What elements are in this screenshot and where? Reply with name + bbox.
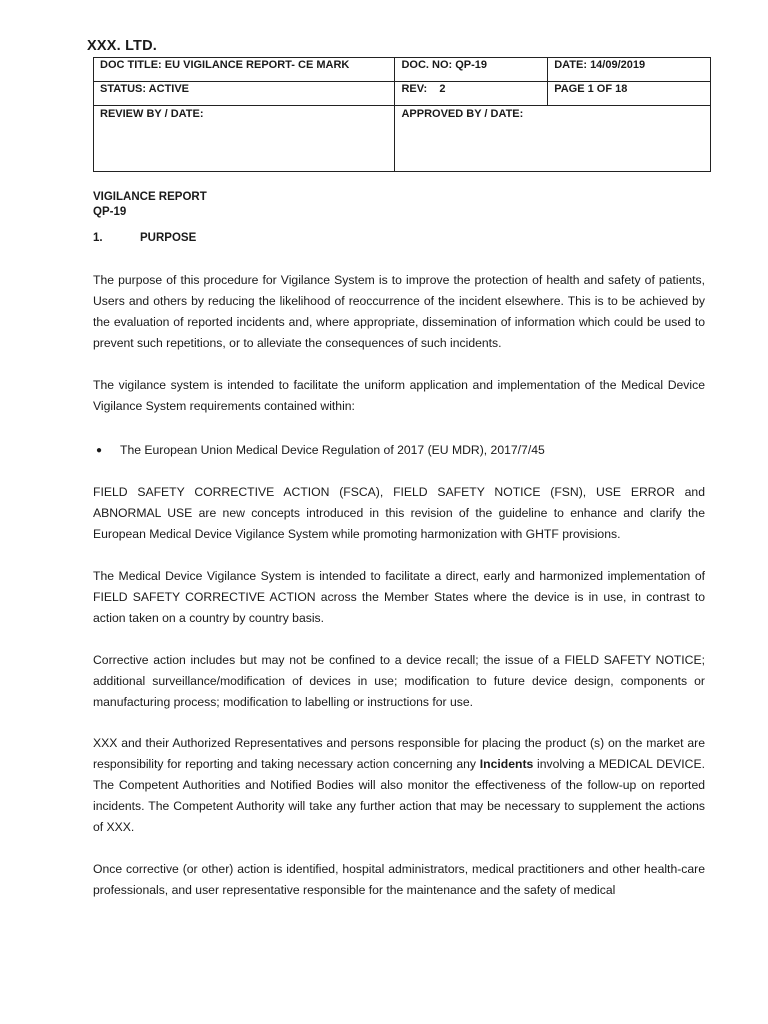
approved-by-cell: APPROVED BY / DATE: <box>395 106 711 172</box>
bullet-item <box>96 440 545 461</box>
paragraph-5-text: Corrective action includes but may not be confined to a device recall; the issue of a FIELD SAFETY NOTICE; additional surveillance/modification of devices in use; modification to future device design, components or manufacturing process; modification to labelling or instructions for use. <box>93 653 705 709</box>
paragraph-6-text <box>93 733 705 838</box>
report-code: QP-19 <box>93 206 127 218</box>
paragraph-6-part-b: involving a MEDICAL DEVICE. The Competent Authorities and Notified Bodies will also monitor the effectiveness of the follow-up on reported incidents. The Competent Authority will take any further action that may be necessary to supplement the actions of XXX. <box>93 757 705 834</box>
doc-number-cell: DOC. NO: QP-19 <box>395 58 548 82</box>
paragraph-4 <box>93 566 705 629</box>
paragraph-6-part-a: XXX and their Authorized Representatives and persons responsible for placing the product (s) on the market are responsibility for reporting and taking necessary action concerning any <box>93 736 705 771</box>
review-by-cell: REVIEW BY / DATE: <box>94 106 395 172</box>
report-title: VIGILANCE REPORT <box>93 191 207 203</box>
date-cell: DATE: 14/09/2019 <box>548 58 711 82</box>
paragraph-2 <box>93 375 705 417</box>
paragraph-3 <box>93 482 705 545</box>
paragraph-7-text: Once corrective (or other) action is identified, hospital administrators, medical practitioners and other health-care professionals, and user representative responsible for the maintenance and the safety of medical <box>93 862 705 897</box>
doc-title-cell: DOC TITLE: EU VIGILANCE REPORT- CE MARK <box>94 58 395 82</box>
bullet-icon: ● <box>96 445 103 456</box>
paragraph-7 <box>93 859 705 901</box>
report-heading <box>93 190 207 220</box>
paragraph-3-text: FIELD SAFETY CORRECTIVE ACTION (FSCA), FIELD SAFETY NOTICE (FSN), USE ERROR and ABNORMAL USE are new concepts introduced in this revision of the guideline to enhance and clarify the European Medical Device Vigilance System while promoting harmonization with GHTF provisions. <box>93 485 705 541</box>
page-count-cell: PAGE 1 OF 18 <box>548 82 711 106</box>
paragraph-5 <box>93 650 705 713</box>
section-title: PURPOSE <box>140 232 197 244</box>
section-heading <box>93 232 196 244</box>
bullet-text: The European Union Medical Device Regulation of 2017 (EU MDR), 2017/7/45 <box>120 443 545 457</box>
document-control-table <box>93 57 711 172</box>
paragraph-6 <box>93 733 705 838</box>
section-number: 1. <box>93 232 103 244</box>
incidents-emphasis: Incidents <box>479 757 534 771</box>
paragraph-1 <box>93 270 705 354</box>
revision-cell: REV: 2 <box>395 82 548 106</box>
company-name: XXX. LTD. <box>87 38 158 54</box>
status-cell: STATUS: ACTIVE <box>94 82 395 106</box>
paragraph-1-text: The purpose of this procedure for Vigilance System is to improve the protection of health and safety of patients, Users and others by reducing the likelihood of reoccurrence of the incident elsewhere. This is to be achieved by the evaluation of reported incidents and, where appropriate, dissemination of information which could be used to prevent such repetitions, or to alleviate the consequences of such incidents. <box>93 273 705 350</box>
paragraph-2-text: The vigilance system is intended to facilitate the uniform application and implementation of the Medical Device Vigilance System requirements contained within: <box>93 378 705 413</box>
paragraph-4-text: The Medical Device Vigilance System is intended to facilitate a direct, early and harmonized implementation of FIELD SAFETY CORRECTIVE ACTION across the Member States where the device is in use, in contrast to action taken on a country by country basis. <box>93 569 705 625</box>
